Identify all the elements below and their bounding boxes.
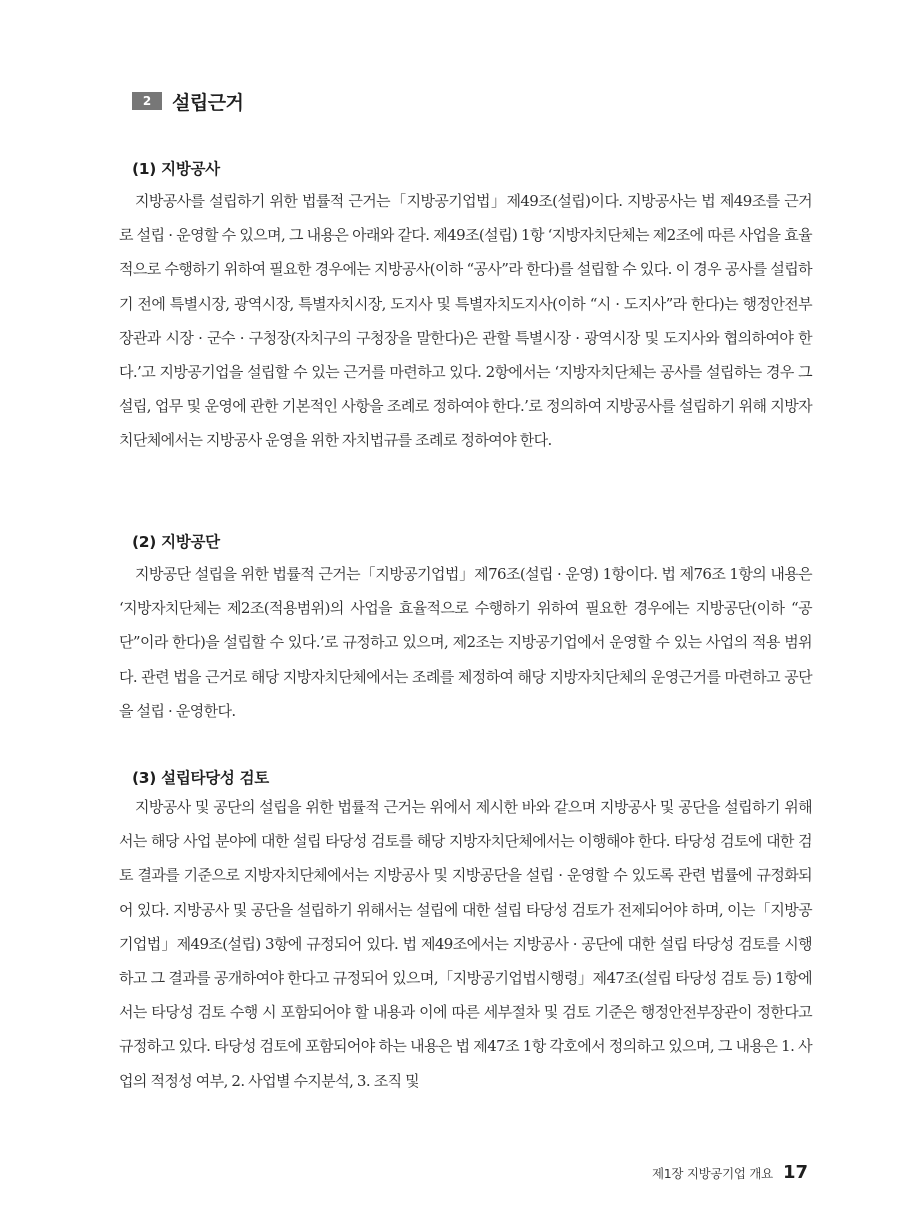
footer-chapter-title: 제1장 지방공기업 개요 xyxy=(651,1165,773,1181)
subsection-paragraph-1: 지방공사를 설립하기 위한 법률적 근거는「지방공기업법」제49조(설립)이다. 지방공사는 법 제49조를 근거로 설립 · 운영할 수 있으며, 그 내용은 아래와 같다. 제49조(설립) 1항 ‘지방자치단체는 제2조에 따른 사업을 효율적으로 수행하기 위하여 필요한 경우에는 지방공사(이하 “공사”라 한다)를 설립할 수 있다. 이 경우 공사를 설립하기 전에 특별시장, 광역시장, 특별자치시장, 도지사 및 특별자치도지사(이하 “시 · 도지사”라 한다)는 행정안전부장관과 시장 · 군수 · 구청장(자치구의 구청장을 말한다)은 관할 특별시장 · 광역시장 및 도지사와 협의하여야 한다.’고 지방공기업을 설립할 수 있는 근거를 마련하고 있다. 2항에서는 ‘지방자치단체는 공사를 설립하는 경우 그 설립, 업무 및 운영에 관한 기본적인 사항을 조례로 정하여야 한다.’로 정의하여 지방공사를 설립하기 위해 지방자치단체에서는 지방공사 운영을 위한 자치법규를 조례로 정하여야 한다. xyxy=(119,192,812,450)
page-footer xyxy=(652,1162,808,1183)
subsection-paragraph-3: 지방공사 및 공단의 설립을 위한 법률적 근거는 위에서 제시한 바와 같으며 지방공사 및 공단을 설립하기 위해서는 해당 사업 분야에 대한 설립 타당성 검토를 해당 지방자치단체에서는 이행해야 한다. 타당성 검토에 대한 검토 결과를 기준으로 지방자치단체에서는 지방공사 및 지방공단을 설립 · 운영할 수 있도록 관련 법률에 규정화되어 있다. 지방공사 및 공단을 설립하기 위해서는 설립에 대한 설립 타당성 검토가 전제되어야 하며, 이는「지방공기업법」제49조(설립) 3항에 규정되어 있다. 법 제49조에서는 지방공사 · 공단에 대한 설립 타당성 검토를 시행하고 그 결과를 공개하여야 한다고 규정되어 있으며,「지방공기업법시행령」제47조(설립 타당성 검토 등) 1항에서는 타당성 검토 수행 시 포함되어야 할 내용과 이에 따른 세부절차 및 검토 기준은 행정안전부장관이 정한다고 규정하고 있다. 타당성 검토에 포함되어야 하는 내용은 법 제47조 1항 각호에서 정의하고 있으며, 그 내용은 1. 사업의 적정성 여부, 2. 사업별 수지분석, 3. 조직 및 xyxy=(119,798,812,1090)
section-number-badge: 2 xyxy=(132,92,162,110)
subsection-heading-3: (3) 설립타당성 검토 xyxy=(132,769,269,787)
subsection-heading-2: (2) 지방공단 xyxy=(132,533,220,551)
page-number: 17 xyxy=(782,1162,808,1183)
section-title: 설립근거 xyxy=(172,91,244,114)
subsection-heading-1: (1) 지방공사 xyxy=(132,160,220,178)
section-heading xyxy=(132,88,243,114)
subsection-paragraph-2: 지방공단 설립을 위한 법률적 근거는「지방공기업법」제76조(설립 · 운영) 1항이다. 법 제76조 1항의 내용은 ‘지방자치단체는 제2조(적용범위)의 사업을 효율적으로 수행하기 위하여 필요한 경우에는 지방공단(이하 “공단”이라 한다)을 설립할 수 있다.’로 규정하고 있으며, 제2조는 지방공기업에서 운영할 수 있는 사업의 적용 범위다. 관련 법을 근거로 해당 지방자치단체에서는 조례를 제정하여 해당 지방자치단체의 운영근거를 마련하고 공단을 설립 · 운영한다. xyxy=(119,565,812,720)
